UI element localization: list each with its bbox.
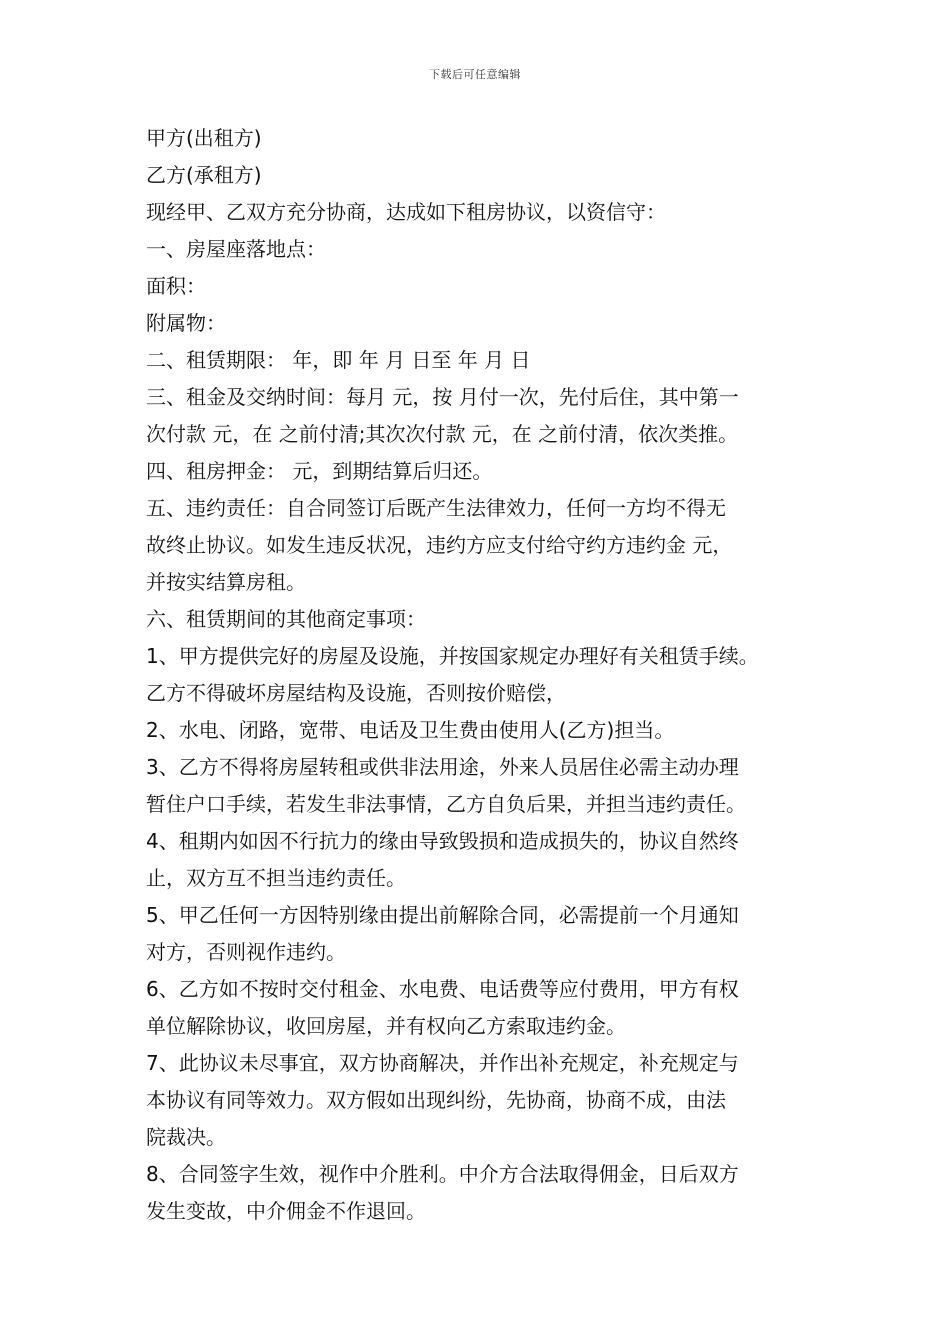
paragraph-line: 一、房屋座落地点： <box>146 237 326 261</box>
paragraph-line: 次付款 元，在 之前付清;其次次付款 元，在 之前付清，依次类推。 <box>146 422 739 446</box>
paragraph-line: 暂住户口手续，若发生非法事情，乙方自负后果，并担当违约责任。 <box>146 792 746 816</box>
paragraph-line: 4、租期内如因不行抗力的缘由导致毁损和造成损失的，协议自然终 <box>146 829 739 853</box>
paragraph-line: 1、甲方提供完好的房屋及设施，并按国家规定办理好有关租赁手续。 <box>146 644 759 668</box>
paragraph-line: 8、合同签字生效，视作中介胜利。中介方合法取得佣金，日后双方 <box>146 1162 739 1186</box>
paragraph-line: 5、甲乙任何一方因特别缘由提出前解除合同，必需提前一个月通知 <box>146 903 739 927</box>
paragraph-line: 六、租赁期间的其他商定事项： <box>146 607 426 631</box>
paragraph-line: 单位解除协议，收回房屋，并有权向乙方索取违约金。 <box>146 1014 626 1038</box>
paragraph-line: 附属物： <box>146 311 226 335</box>
paragraph-line: 二、租赁期限： 年，即 年 月 日至 年 月 日 <box>146 348 531 372</box>
paragraph-line: 现经甲、乙双方充分协商，达成如下租房协议，以资信守： <box>146 200 666 224</box>
paragraph-line: 四、租房押金： 元，到期结算后归还。 <box>146 459 493 483</box>
contract-body <box>146 120 812 1230</box>
paragraph-line: 院裁决。 <box>146 1125 226 1149</box>
paragraph-line: 本协议有同等效力。双方假如出现纠纷，先协商，协商不成，由法 <box>146 1088 726 1112</box>
paragraph-line: 对方，否则视作违约。 <box>146 940 346 964</box>
paragraph-line: 面积： <box>146 274 206 298</box>
paragraph-line: 并按实结算房租。 <box>146 570 306 594</box>
paragraph-line: 止，双方互不担当违约责任。 <box>146 866 406 890</box>
paragraph-line: 乙方不得破坏房屋结构及设施，否则按价赔偿， <box>146 681 566 705</box>
page-header: 下载后可任意编辑 <box>429 68 521 81</box>
paragraph-line: 五、违约责任：自合同签订后既产生法律效力，任何一方均不得无 <box>146 496 726 520</box>
paragraph-line: 6、乙方如不按时交付租金、水电费、电话费等应付费用，甲方有权 <box>146 977 739 1001</box>
paragraph-line: 故终止协议。如发生违反状况，违约方应支付给守约方违约金 元， <box>146 533 733 557</box>
paragraph-line: 7、此协议未尽事宜，双方协商解决，并作出补充规定，补充规定与 <box>146 1051 739 1075</box>
paragraph-line: 乙方(承租方) <box>146 163 262 187</box>
paragraph-line: 2、水电、闭路，宽带、电话及卫生费由使用人(乙方)担当。 <box>146 718 675 742</box>
paragraph-line: 发生变故，中介佣金不作退回。 <box>146 1199 426 1223</box>
paragraph-line: 三、租金及交纳时间：每月 元，按 月付一次，先付后住，其中第一 <box>146 385 739 409</box>
paragraph-line: 3、乙方不得将房屋转租或供非法用途，外来人员居住必需主动办理 <box>146 755 739 779</box>
paragraph-line: 甲方(出租方) <box>146 126 262 150</box>
